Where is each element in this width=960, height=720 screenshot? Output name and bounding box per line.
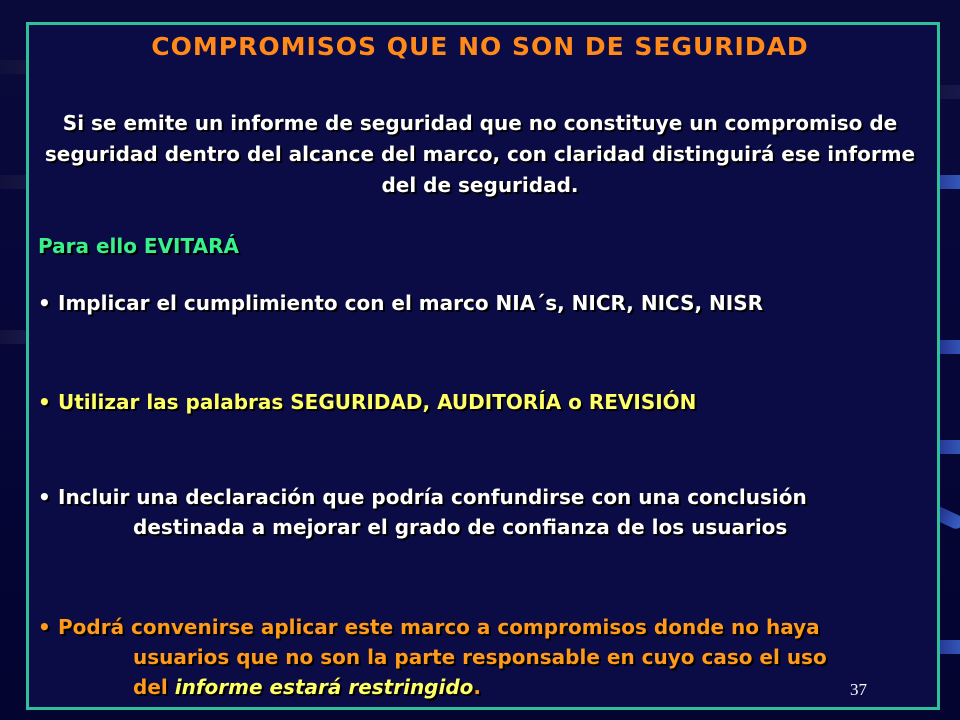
bullet-marker: • [38,485,51,509]
intro-paragraph: Si se emite un informe de seguridad que no constituye un compromiso de seguridad dentro del alcance del marco, con claridad distinguirá ese informe del de seguridad. [44,111,916,197]
page-number: 37 [850,680,867,699]
bullet-continuation: usuarios que no son la parte responsable en cuyo caso el uso [133,645,827,669]
bullet-item [38,387,918,417]
bullet-marker: • [38,615,51,639]
bullet-text: Incluir una declaración que podría confundirse con una conclusión [58,485,807,509]
bullet-text: . [473,675,482,699]
bullet-item [38,288,918,318]
bullet-continuation [38,672,918,702]
slide-title: COMPROMISOS QUE NO SON DE SEGURIDAD [151,32,809,61]
subheading: Para ello EVITARÁ [38,234,239,258]
restricted-report-text: informe estará restringido [174,675,474,699]
bullet-marker: • [38,390,51,414]
bullet-text: del [133,675,168,699]
bullet-marker: • [38,291,51,315]
bullet-text: Implicar el cumplimiento con el marco NIA´s, NICR, NICS, NISR [58,291,764,315]
bullet-continuation: destinada a mejorar el grado de confianza de los usuarios [133,515,788,539]
bullet-text: Utilizar las palabras SEGURIDAD, AUDITORÍA o REVISIÓN [58,390,697,414]
bullet-item [38,482,918,542]
bullet-item [38,612,918,702]
bullet-text: Podrá convenirse aplicar este marco a compromisos donde no haya [58,615,820,639]
